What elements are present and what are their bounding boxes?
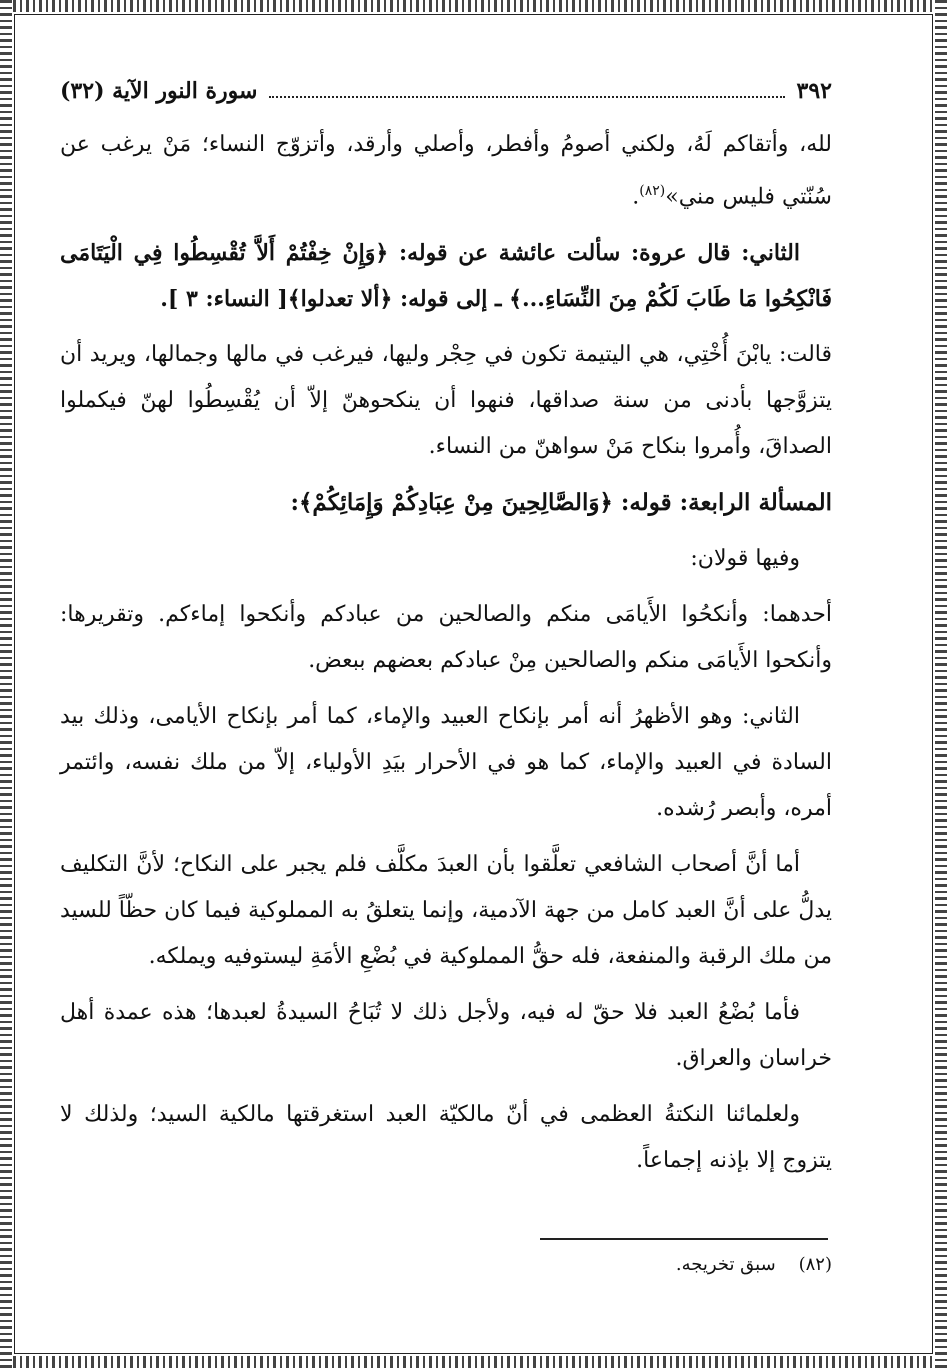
header-dot-leader — [269, 82, 784, 98]
decorative-border-bottom — [0, 1356, 947, 1368]
running-header — [60, 78, 832, 122]
decorative-border-right — [935, 0, 947, 1368]
footnote — [676, 1254, 832, 1275]
footnote-reference: (٨٢) — [639, 183, 666, 199]
paragraph-aisha-answer: قالت: يابْنَ أُخْتِي، هي اليتيمة تكون في حِجْر وليها، فيرغب في مالها وجمالها، ويريد أن يتزوَّجها بأدنى من سنة صداقها، فنهوا أن ينكحوهنّ إلاّ أن يُقْسِطُوا لهنّ فيكملوا الصداقَ، وأُمروا بنكاح مَنْ سواهنّ من النساء. — [60, 342, 832, 460]
decorative-border-left — [0, 0, 12, 1368]
decorative-border-top — [0, 0, 947, 12]
paragraph-first-view: أحدهما: وأنكحُوا الأَيامَى منكم والصالحين من عبادكم وأنكحوا إماءكم. وتقريرها: وأنكحوا الأَيامَى منكم والصالحين مِنْ عبادكم بعضهم ببعض. — [60, 602, 832, 674]
section-heading: المسألة الرابعة: قوله: ﴿وَالصَّالِحِينَ مِنْ عِبَادِكُمْ وَإِمَائِكُمْ﴾: — [290, 489, 832, 517]
paragraph-continuation — [60, 122, 832, 220]
paragraph-second-view-body: الثاني: وهو الأظهرُ أنه أمر بإنكاح العبيد والإماء، كما أمر بإنكاح الأيامى، وذلك بيد السادة في العبيد والإماء، كما هو في الأحرار بيَدِ الأولياء، إلاّ من ملك نفسه، وائتمر أمره، وأبصر رُشده. — [60, 704, 832, 822]
paragraph-two-views: وفيها قولان: — [690, 546, 800, 572]
paragraph-slave-rights: فأما بُضْعُ العبد فلا حقّ له فيه، ولأجل ذلك لا تُبَاحُ السيدةُ لعبدها؛ هذه عمدة أهل خراسان والعراق. — [60, 1000, 832, 1072]
footnote-text: سبق تخريجه. — [675, 1254, 776, 1275]
header-title: سورة النور الآية (٣٢) — [60, 78, 258, 104]
footnote-number: (٨٢) — [798, 1254, 832, 1275]
page-content — [60, 78, 832, 1194]
footnote-separator — [540, 1238, 828, 1240]
paragraph-text: لله، وأتقاكم لَهُ، ولكني أصومُ وأفطر، وأصلي وأرقد، وأتزوّج النساء؛ مَنْ يرغب عن سُنّتي فليس مني» — [60, 132, 832, 210]
paragraph-tail: . — [632, 184, 640, 210]
paragraph-second-view: الثاني: قال عروة: سألت عائشة عن قوله: ﴿وَإِنْ خِفْتُمْ أَلاَّ تُقْسِطُوا فِي الْيَتَامَى فَانْكِحُوا مَا طَابَ لَكُمْ مِنَ النِّسَاءِ...﴾ ـ إلى قوله: ﴿ألا تعدلوا﴾[ النساء: ٣ ]. — [60, 240, 832, 313]
paragraph-shafii-argument: أما أنَّ أصحاب الشافعي تعلَّقوا بأن العبدَ مكلَّف فلم يجبر على النكاح؛ لأنَّ التكليف يدلُّ على أنَّ العبد كامل من جهة الآدمية، وإنما يتعلقُ به المملوكية فيما كان حظّاً للسيد من ملك الرقبة والمنفعة، فله حقُّ المملوكية في بُضْعِ الأمَةِ ليستوفيه ويملكه. — [60, 852, 832, 970]
paragraph-scholars-note: ولعلمائنا النكتةُ العظمى في أنّ مالكيّة العبد استغرقتها مالكية السيد؛ ولذلك لا يتزوج إلا بإذنه إجماعاً. — [60, 1102, 832, 1174]
page-number: ٣٩٢ — [796, 78, 832, 104]
